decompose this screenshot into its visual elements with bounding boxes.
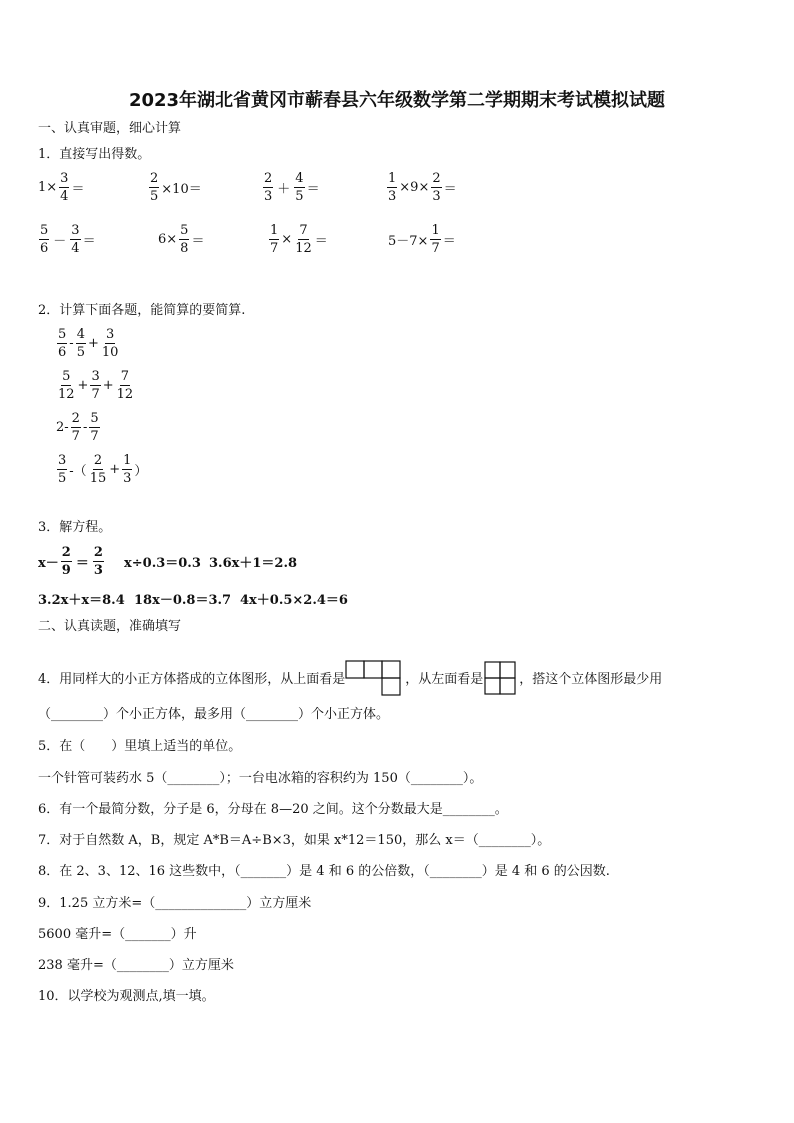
q7-text: 7．对于自然数 A，B，规定 A*B＝A÷B×3，如果 x*12＝150，那么 x＝（________）。 — [38, 833, 551, 848]
fraction: $\frac{3}{4}$ — [60, 171, 69, 204]
q3-equation-1-prefix: x－ — [38, 556, 59, 571]
q8-text: 8．在 2、3、12、16 这些数中，（_______）是 4 和 6 的公倍数，（________）是 4 和 6 的公因数. — [38, 864, 610, 879]
q4-line-2: （________）个小正方体，最多用（________）个小正方体。 — [38, 707, 390, 722]
fraction: $\frac{5}{6}$ — [40, 223, 49, 256]
operator: + — [77, 378, 89, 393]
fraction: $\frac{1}{7}$ — [431, 223, 440, 256]
q2-expression-3 — [56, 412, 101, 443]
operator: - — [69, 336, 74, 351]
q3-equation-6: 4x＋0.5×2.4＝6 — [240, 593, 348, 608]
q9-line-1: 9．1.25 立方米=（______________）立方厘米 — [38, 896, 312, 911]
fraction: $\frac{2}{7}$ — [71, 411, 80, 444]
q1-item-8 — [388, 224, 456, 255]
q4-text-3: ，搭这个立体图形最少用 — [519, 672, 663, 687]
q3-equation-3: 3.6x＋1＝2.8 — [209, 556, 298, 571]
fraction: $\frac{4}{5}$ — [295, 171, 304, 204]
fraction: $\frac{4}{5}$ — [76, 327, 85, 360]
q6-text: 6．有一个最简分数，分子是 6，分母在 8—20 之间。这个分数最大是________。 — [38, 802, 508, 817]
fraction: $\frac{2}{9}$ — [61, 545, 71, 578]
q3-label: 3．解方程。 — [38, 520, 112, 535]
fraction: $\frac{1}{3}$ — [388, 171, 397, 204]
q1-item-2 — [148, 172, 202, 203]
page-title: 2023年湖北省黄冈市蕲春县六年级数学第二学期期末考试模拟试题 — [128, 90, 666, 111]
q9-line-3: 238 毫升=（________）立方厘米 — [38, 958, 234, 973]
fraction: $\frac{5}{12}$ — [58, 369, 75, 402]
q1-item-6-suffix: ＝ — [191, 234, 205, 249]
q1-item-5 — [38, 224, 96, 255]
q1-item-1 — [38, 172, 84, 203]
fraction: $\frac{7}{12}$ — [295, 223, 312, 256]
q1-item-4 — [386, 172, 457, 203]
q1-item-8-prefix: 5－7× — [388, 234, 429, 249]
q3-equation-4: 3.2x＋x＝8.4 — [38, 593, 125, 608]
fraction: $\frac{1}{7}$ — [270, 223, 279, 256]
q1-item-7 — [268, 224, 328, 255]
fraction: $\frac{2}{3}$ — [93, 545, 103, 578]
top-view-figure — [345, 659, 405, 699]
fraction: $\frac{2}{3}$ — [432, 171, 441, 204]
operator: - — [82, 420, 88, 435]
q5-line-2: 一个针管可装药水 5（________）；一台电冰箱的容积约为 150（________）。 — [38, 771, 483, 786]
operator: ×9× — [399, 180, 430, 195]
q1-item-3-suffix: ＝ — [306, 182, 320, 197]
operator: + — [87, 336, 99, 351]
operator: ） — [134, 464, 148, 479]
q2-expression-1 — [56, 328, 120, 359]
q1-item-5-suffix: ＝ — [82, 234, 96, 249]
fraction: $\frac{2}{15}$ — [89, 453, 107, 486]
fraction: $\frac{1}{3}$ — [123, 453, 132, 486]
operator: ＝ — [75, 556, 89, 571]
q1-item-1-prefix: 1× — [38, 180, 58, 195]
q1-item-6 — [158, 224, 204, 255]
fraction: $\frac{5}{7}$ — [90, 411, 99, 444]
left-view-figure — [483, 660, 519, 700]
q4-line-1 — [38, 660, 662, 700]
q4-text-1: 4．用同样大的小正方体搭成的立体图形，从上面看是 — [38, 672, 346, 687]
q9-line-2: 5600 毫升=（_______）升 — [38, 927, 197, 942]
fraction: $\frac{3}{7}$ — [91, 369, 100, 402]
q1-item-8-suffix: ＝ — [442, 234, 456, 249]
fraction: $\frac{7}{12}$ — [116, 369, 134, 402]
q3-equation-5: 18x－0.8＝3.7 — [134, 593, 232, 608]
fraction: $\frac{3}{10}$ — [101, 327, 119, 360]
fraction: $\frac{5}{8}$ — [180, 223, 189, 256]
operator: × — [281, 232, 293, 247]
q1-item-4-suffix: ＝ — [443, 182, 457, 197]
q1-item-1-suffix: ＝ — [71, 182, 85, 197]
fraction: $\frac{2}{3}$ — [264, 171, 273, 204]
section-2-heading: 二、认真读题，准确填写 — [38, 619, 182, 634]
q10-text: 10．以学校为观测点,填一填。 — [38, 989, 215, 1004]
fraction: $\frac{2}{5}$ — [150, 171, 159, 204]
q1-item-7-suffix: ＝ — [314, 234, 328, 249]
q1-item-2-suffix: ×10＝ — [161, 182, 202, 197]
q2-expression-3-prefix: 2- — [56, 420, 69, 435]
q1-label: 1．直接写出得数。 — [38, 147, 151, 162]
q5-label: 5．在（ ）里填上适当的单位。 — [38, 739, 242, 754]
operator: ＋ — [277, 182, 291, 197]
q2-expression-2 — [56, 370, 135, 401]
operator: + — [102, 378, 114, 393]
q3-equation-2: x÷0.3＝0.3 — [124, 556, 201, 571]
q3-equation-1 — [38, 546, 105, 577]
q4-text-2: ，从左面看是 — [405, 672, 484, 687]
fraction: $\frac{3}{4}$ — [71, 223, 80, 256]
section-1-heading: 一、认真审题，细心计算 — [38, 121, 182, 136]
fraction: $\frac{5}{6}$ — [58, 327, 67, 360]
q1-item-3 — [262, 172, 320, 203]
q2-label: 2．计算下面各题，能简算的要简算. — [38, 303, 246, 318]
q2-expression-4 — [56, 454, 147, 485]
operator: － — [53, 234, 67, 249]
operator: -（ — [69, 464, 87, 479]
q1-item-6-prefix: 6× — [158, 232, 178, 247]
fraction: $\frac{3}{5}$ — [58, 453, 67, 486]
operator: + — [109, 462, 121, 477]
